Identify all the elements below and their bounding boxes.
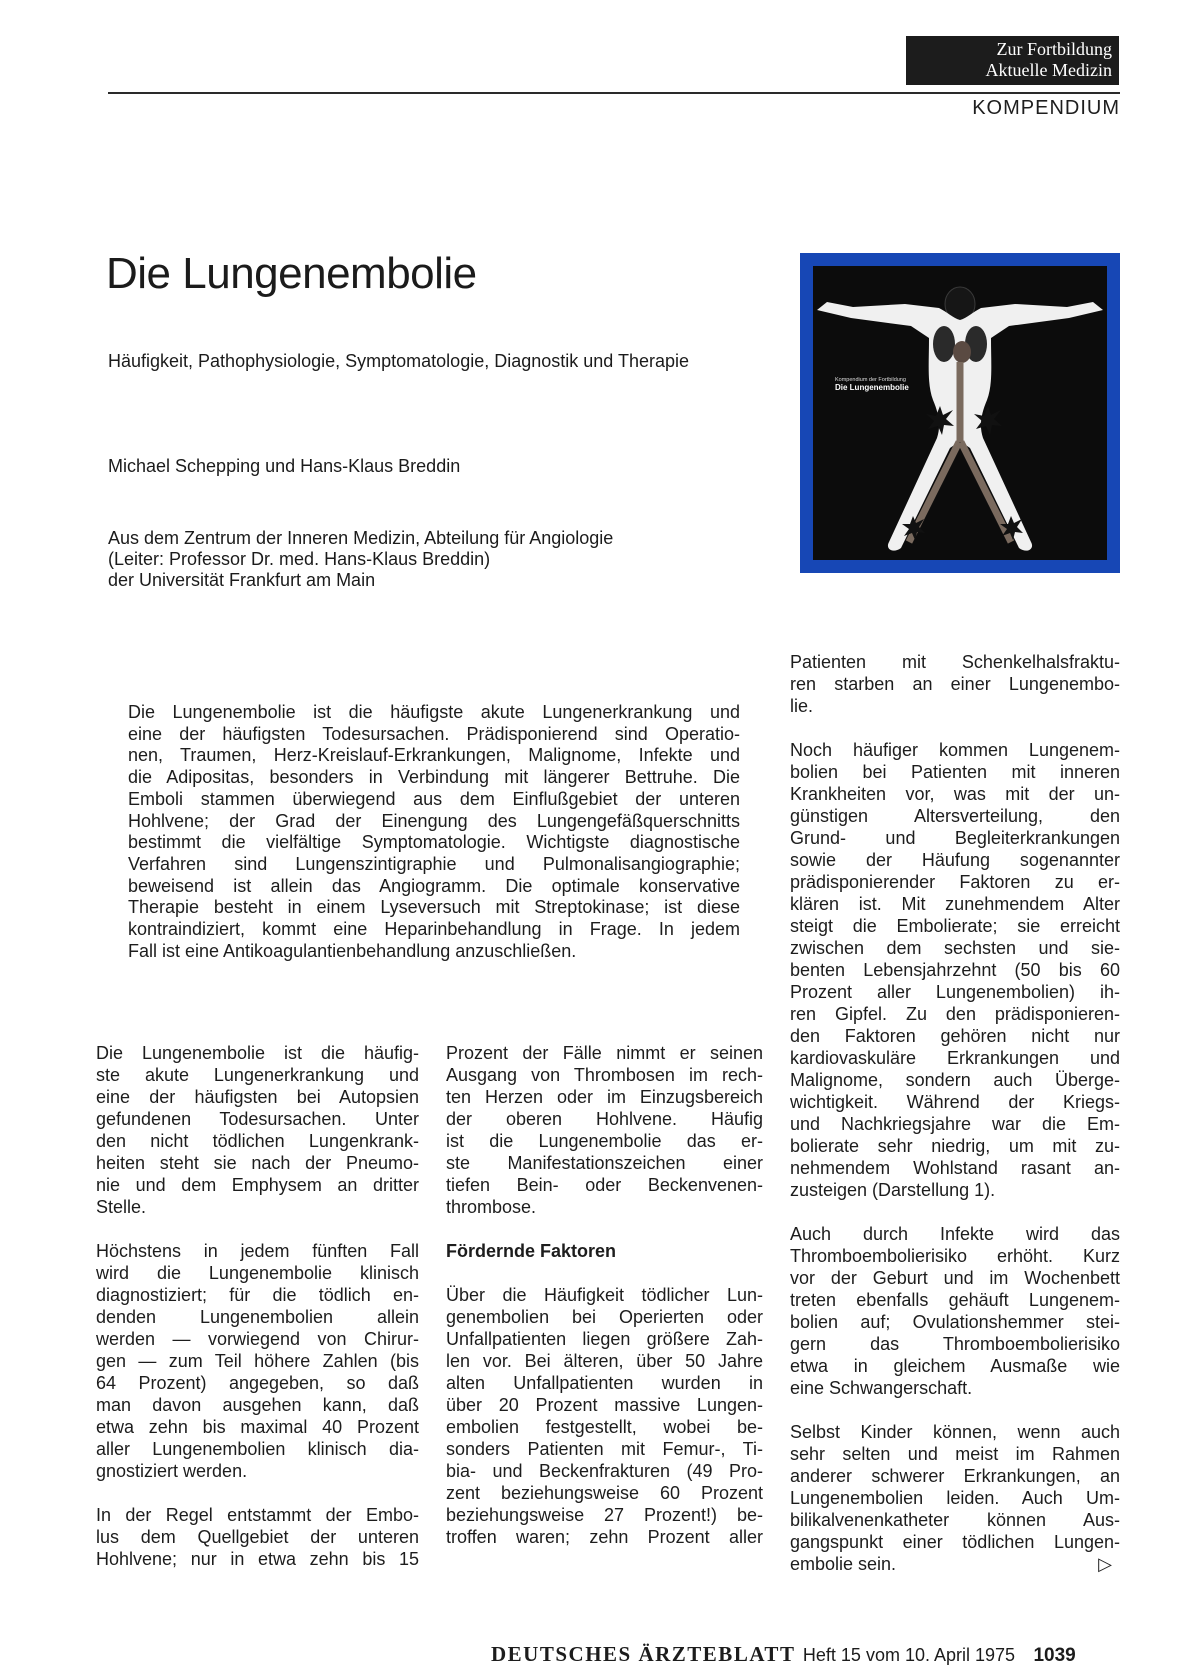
article-title: Die Lungenembolie	[106, 249, 477, 298]
text-line: sonders Patienten mit Femur-, Ti-	[446, 1439, 763, 1459]
rubric-label: KOMPENDIUM	[972, 97, 1120, 119]
abstract	[128, 702, 740, 962]
author-affiliation	[108, 528, 613, 591]
text-line: Selbst Kinder können, wenn auch	[790, 1422, 1120, 1442]
text-line: gen — zum Teil höhere Zahlen (bis	[96, 1351, 419, 1371]
text-line: bia- und Beckenfrakturen (49 Pro-	[446, 1461, 763, 1481]
cover-illustration	[800, 253, 1120, 573]
text-line: steigt die Embolierate; sie erreicht	[790, 916, 1120, 936]
text-line: günstigen Altersverteilung, den	[790, 806, 1120, 826]
text-line: len vor. Bei älteren, über 50 Jahre	[446, 1351, 763, 1371]
text-line: Thromboembolierisiko erhöht. Kurz	[790, 1246, 1120, 1266]
text-line: embolien festgestellt, wobei be-	[446, 1417, 763, 1437]
text-line: wird die Lungenembolie klinisch	[96, 1263, 419, 1283]
section-label-line-2: Aktuelle Medizin	[985, 60, 1112, 80]
header-rule	[108, 92, 1120, 94]
text-line: treten ebenfalls gehäuft Lungenem-	[790, 1290, 1120, 1310]
abstract-line: Emboli stammen überwiegend aus dem Einflußgebiet der unteren	[128, 788, 740, 809]
section-label-line-1: Zur Fortbildung	[996, 39, 1112, 59]
text-line: Malignome, sondern auch Überge-	[790, 1070, 1120, 1090]
text-line: ren starben an einer Lungenembo-	[790, 674, 1120, 694]
paragraph	[790, 739, 1120, 1201]
text-line: Über die Häufigkeit tödlicher Lun-	[446, 1285, 763, 1305]
text-line: Ausgang von Thrombosen im rech-	[446, 1065, 763, 1085]
text-line: aller Lungenembolien klinisch dia-	[96, 1439, 419, 1459]
abstract-line: Fall ist eine Antikoagulantienbehandlung anzuschließen.	[128, 940, 577, 961]
text-line: Höchstens in jedem fünften Fall	[96, 1241, 419, 1261]
text-line: zwischen dem sechsten und sie-	[790, 938, 1120, 958]
illustration-canvas	[813, 266, 1107, 560]
text-line: zent beziehungsweise 60 Prozent	[446, 1483, 763, 1503]
text-line: gnostiziert werden.	[96, 1461, 248, 1481]
text-line: der oberen Hohlvene. Häufig	[446, 1109, 763, 1129]
text-line: bilikalvenenkatheter können Aus-	[790, 1510, 1120, 1530]
text-line: etwa in gleichem Ausmaße wie	[790, 1356, 1120, 1376]
human-figure-graphic	[813, 266, 1107, 560]
text-line: genembolien bei Operierten oder	[446, 1307, 763, 1327]
text-line: benten Lebensjahrzehnt (50 bis 60	[790, 960, 1120, 980]
paragraph	[790, 1421, 1120, 1575]
text-line: embolie sein.	[790, 1554, 897, 1574]
text-line: Lungenembolien leiden. Auch Um-	[790, 1488, 1120, 1508]
text-line: gangspunkt einer tödlichen Lungen-	[790, 1532, 1120, 1552]
body-column-3	[790, 651, 1120, 1575]
text-line: sowie der Häufung sogenannter	[790, 850, 1120, 870]
text-line: lus dem Quellgebiet der unteren	[96, 1527, 419, 1547]
body-column-1	[96, 1042, 419, 1570]
text-line: Hohlvene; nur in etwa zehn bis 15	[96, 1549, 419, 1569]
abstract-line: bestimmt die vielfältige Symptomatologie. Wichtigste diagnostische	[128, 832, 740, 853]
text-line: Noch häufiger kommen Lungenem-	[790, 740, 1120, 760]
text-line: denden Lungenembolien allein	[96, 1307, 419, 1327]
text-line: und Nachkriegsjahre war die Em-	[790, 1114, 1120, 1134]
text-line: Unfallpatienten liegen größere Zah-	[446, 1329, 763, 1349]
paragraph	[446, 1042, 763, 1218]
text-line: eine Schwangerschaft.	[790, 1378, 973, 1398]
left-lung	[933, 326, 955, 362]
text-line: über 20 Prozent massive Lungen-	[446, 1395, 763, 1415]
paragraph	[790, 1223, 1120, 1399]
abstract-line: Verfahren sind Lungenszintigraphie und Pulmonalisangiographie;	[128, 853, 740, 874]
text-line: vor der Geburt und im Wochenbett	[790, 1268, 1120, 1288]
abstract-line: Die Lungenembolie ist die häufigste akute Lungenerkrankung und	[128, 702, 740, 722]
text-line: diagnostiziert; für die tödlich en-	[96, 1285, 419, 1305]
article-authors: Michael Schepping und Hans-Klaus Breddin	[108, 456, 461, 476]
text-line: wichtigkeit. Während der Kriegs-	[790, 1092, 1120, 1112]
text-line: In der Regel entstammt der Embo-	[96, 1505, 419, 1525]
paragraph	[96, 1042, 419, 1218]
journal-name: DEUTSCHES ÄRZTEBLATT	[491, 1642, 796, 1666]
text-line: eine der häufigsten bei Autopsien	[96, 1087, 419, 1107]
text-line: man davon ausgehen kann, daß	[96, 1395, 419, 1415]
text-line: prädisponierender Faktoren zu er-	[790, 872, 1120, 892]
affiliation-line: der Universität Frankfurt am Main	[108, 570, 376, 590]
text-line: Patienten mit Schenkelhalsfraktu-	[790, 652, 1120, 672]
text-line: lie.	[790, 696, 814, 716]
text-line: kardiovaskuläre Erkrankungen und	[790, 1048, 1120, 1068]
text-line: Auch durch Infekte wird das	[790, 1224, 1120, 1244]
text-line: nehmendem Wohlstand rasant an-	[790, 1158, 1120, 1178]
text-line: ste akute Lungenerkrankung und	[96, 1065, 419, 1085]
text-line: gern das Thromboembolierisiko	[790, 1334, 1120, 1354]
paragraph	[96, 1240, 419, 1482]
paragraph	[790, 651, 1120, 717]
text-line: Stelle.	[96, 1197, 147, 1217]
text-line: alten Unfallpatienten wurden in	[446, 1373, 763, 1393]
abstract-line: nen, Traumen, Herz-Kreislauf-Erkrankungen, Malignome, Infekte und	[128, 745, 740, 766]
text-line: ist die Lungenembolie das er-	[446, 1131, 763, 1151]
issue-info: Heft 15 vom 10. April 1975	[802, 1645, 1016, 1665]
text-line: bolien bei Patienten mit inneren	[790, 762, 1120, 782]
section-heading: Fördernde Faktoren	[446, 1241, 617, 1261]
text-line: anderer schwerer Erkrankungen, an	[790, 1466, 1120, 1486]
text-line: bolierate sehr niedrig, um mit zu-	[790, 1136, 1120, 1156]
text-line: tiefen Bein- oder Beckenvenen-	[446, 1175, 763, 1195]
body-column-2	[446, 1042, 763, 1548]
text-line: Grund- und Begleiterkrankungen	[790, 828, 1120, 848]
page-number: 1039	[1033, 1645, 1076, 1666]
abstract-line: beweisend ist allein das Angiogramm. Die optimale konservative	[128, 875, 740, 896]
continue-arrow-icon: ▷	[1098, 1554, 1112, 1574]
abstract-line: eine der häufigsten Todesursachen. Prädisponierend sind Operatio-	[128, 723, 740, 744]
abstract-line: die Adipositas, besonders in Verbindung mit längerer Bettruhe. Die	[128, 767, 740, 788]
text-line: etwa zehn bis maximal 40 Prozent	[96, 1417, 419, 1437]
abstract-line: Hohlvene; der Grad der Einengung des Lungengefäßquerschnitts	[128, 810, 740, 831]
text-line: Die Lungenembolie ist die häufig-	[96, 1043, 419, 1063]
text-line: zusteigen (Darstellung 1).	[790, 1180, 996, 1200]
text-line: den Faktoren gehören nicht nur	[790, 1026, 1120, 1046]
text-line: Prozent der Fälle nimmt er seinen	[446, 1043, 763, 1063]
text-line: ren Gipfel. Zu den prädisponieren-	[790, 1004, 1120, 1024]
text-line: troffen waren; zehn Prozent aller	[446, 1527, 763, 1547]
paragraph	[446, 1284, 763, 1548]
heart	[953, 341, 971, 363]
abstract-line: Therapie besteht in einem Lyseversuch mit Streptokinase; ist diese	[128, 897, 740, 918]
text-line: den nicht tödlichen Lungenkrank-	[96, 1131, 419, 1151]
figure-caption-title: Die Lungenembolie	[835, 383, 909, 392]
abstract-line: kontraindiziert, kommt eine Heparinbehandlung in Frage. In jedem	[128, 919, 740, 940]
text-line: heiten steht sie nach der Pneumo-	[96, 1153, 419, 1173]
text-line: ten Herzen oder im Einzugsbereich	[446, 1087, 763, 1107]
text-line: werden — vorwiegend von Chirur-	[96, 1329, 419, 1349]
text-line: sehr selten und meist im Rahmen	[790, 1444, 1120, 1464]
section-label	[906, 36, 1119, 85]
paragraph	[96, 1504, 419, 1570]
text-line: gefundenen Todesursachen. Unter	[96, 1109, 419, 1129]
text-line: beziehungsweise 27 Prozent!) be-	[446, 1505, 763, 1525]
text-line: bolien auf; Ovulationshemmer stei-	[790, 1312, 1120, 1332]
page-footer	[491, 1642, 1076, 1669]
affiliation-line: (Leiter: Professor Dr. med. Hans-Klaus Breddin)	[108, 549, 491, 569]
text-line: ste Manifestationszeichen einer	[446, 1153, 763, 1173]
text-line: Krankheiten vor, was mit der un-	[790, 784, 1120, 804]
text-line: nie und dem Emphysem an dritter	[96, 1175, 419, 1195]
article-subtitle: Häufigkeit, Pathophysiologie, Symptomatologie, Diagnostik und Therapie	[108, 351, 690, 371]
figure-caption-small: Kompendium der Fortbildung	[835, 377, 906, 383]
text-line: klären ist. Mit zunehmendem Alter	[790, 894, 1120, 914]
affiliation-line: Aus dem Zentrum der Inneren Medizin, Abteilung für Angiologie	[108, 528, 614, 548]
text-line: Prozent aller Lungenembolien) ih-	[790, 982, 1120, 1002]
text-line: 64 Prozent) angegeben, so daß	[96, 1373, 419, 1393]
text-line: thrombose.	[446, 1197, 537, 1217]
